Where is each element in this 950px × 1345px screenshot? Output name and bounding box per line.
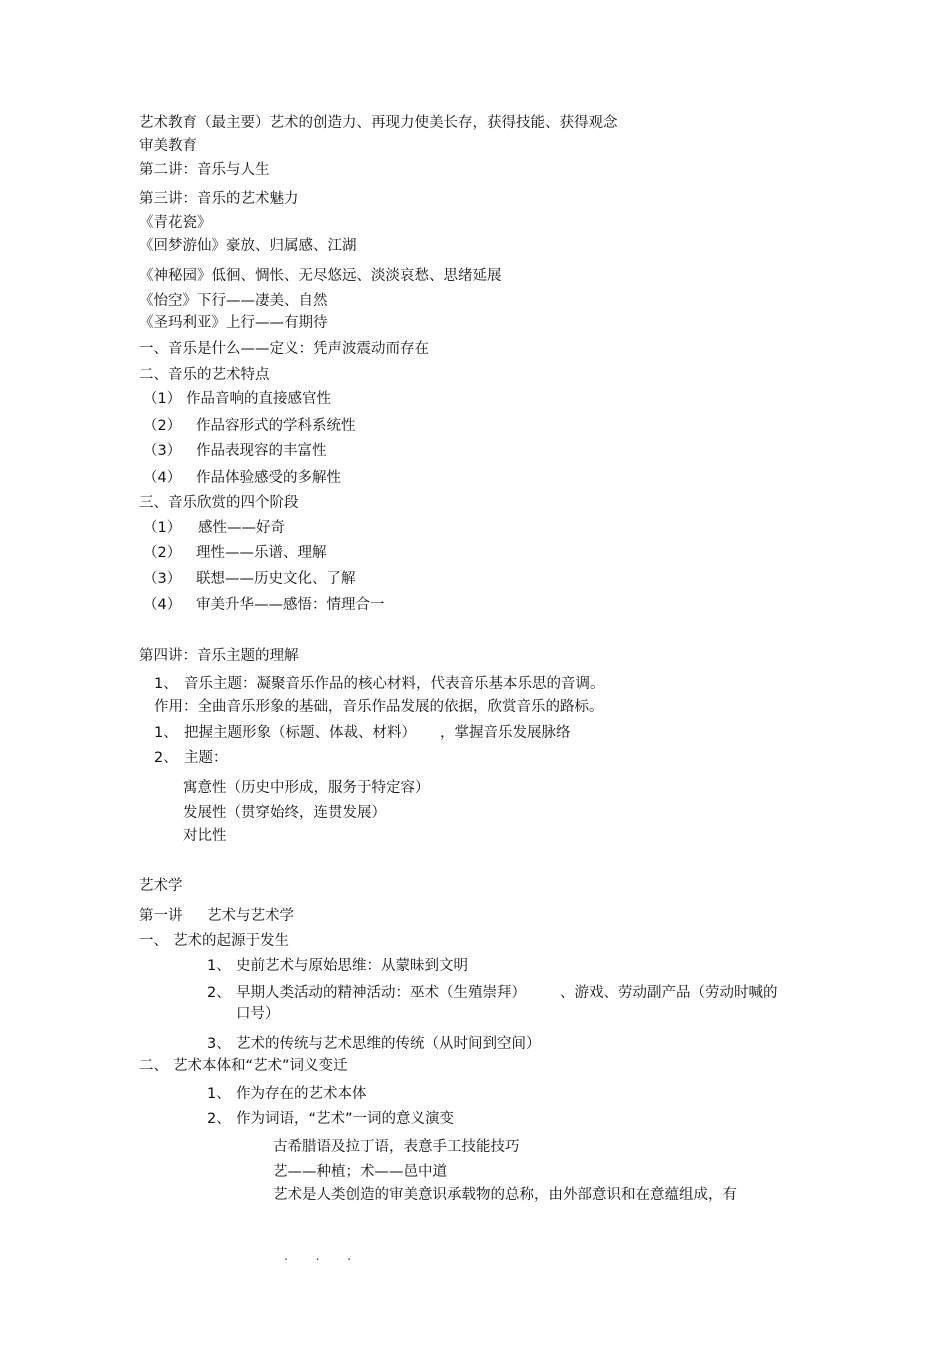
text-line: 口号）: [236, 1006, 280, 1022]
list-marker: （4）: [143, 470, 182, 486]
text-line: 艺术教育（最主要）艺术的创造力、再现力使美长存，获得技能、获得观念: [139, 115, 618, 131]
list-marker: 1、: [154, 725, 178, 741]
page-footer-dots: . . .: [284, 1249, 364, 1263]
list-marker: （4）: [143, 597, 182, 613]
text-line: 审美教育: [139, 138, 197, 154]
text-line: 作品体验感受的多解性: [196, 470, 341, 486]
list-marker: （1）: [143, 391, 182, 407]
section-heading: 艺术学: [139, 878, 183, 894]
text-line: 艺术与艺术学: [207, 908, 294, 924]
text-line: 对比性: [183, 828, 227, 844]
text-line: 艺术本体和“艺术”词义变迁: [173, 1058, 348, 1074]
list-marker: 二、: [139, 1058, 168, 1074]
list-marker: （3）: [143, 443, 182, 459]
text-line: 第四讲：音乐主题的理解: [139, 648, 299, 664]
text-line: 音乐主题：凝聚音乐作品的核心材料，代表音乐基本乐思的音调。: [184, 676, 605, 692]
text-line: 三、音乐欣赏的四个阶段: [139, 495, 299, 511]
text-line: 联想——历史文化、了解: [196, 571, 356, 587]
text-line: 理性——乐谱、理解: [196, 545, 327, 561]
text-line: 作品容形式的学科系统性: [196, 418, 356, 434]
text-line: 作品表现容的丰富性: [196, 443, 327, 459]
text-line: 审美升华——感悟：情理合一: [196, 597, 385, 613]
text-line: 《圣玛利亚》上行——有期待: [139, 315, 328, 331]
list-marker: （2）: [143, 418, 182, 434]
text-line: 第一讲: [139, 908, 183, 924]
list-marker: 1、: [207, 958, 231, 974]
text-line: 早期人类活动的精神活动：巫术（生殖崇拜）: [236, 985, 526, 1001]
text-line: 感性——好奇: [198, 520, 285, 536]
text-line: 二、音乐的艺术特点: [139, 367, 270, 383]
text-line: 作为存在的艺术本体: [236, 1086, 367, 1102]
list-marker: 一、: [139, 933, 168, 949]
text-line: 艺术的传统与艺术思维的传统（从时间到空间）: [236, 1036, 541, 1052]
text-line: 发展性（贯穿始终，连贯发展）: [183, 805, 386, 821]
list-marker: 3、: [207, 1036, 231, 1052]
text-line: 寓意性（历史中形成，服务于特定容）: [183, 780, 430, 796]
text-line: 一、音乐是什么——定义：凭声波震动而存在: [139, 341, 429, 357]
list-marker: （1）: [143, 520, 182, 536]
text-line: ，掌握音乐发展脉络: [440, 725, 571, 741]
text-line: 艺——种植；术——邑中道: [273, 1164, 447, 1180]
text-line: 把握主题形象（标题、体裁、材料）: [184, 725, 416, 741]
text-line: 作为词语，“艺术”一词的意义演变: [236, 1111, 455, 1127]
list-marker: 1、: [207, 1086, 231, 1102]
text-line: 古希腊语及拉丁语，表意手工技能技巧: [273, 1139, 520, 1155]
list-marker: 1、: [154, 676, 178, 692]
text-line: 艺术的起源于发生: [173, 933, 289, 949]
list-marker: 2、: [154, 750, 178, 766]
list-marker: 2、: [207, 985, 231, 1001]
text-line: 作品音响的直接感官性: [186, 391, 331, 407]
text-line: 第三讲：音乐的艺术魅力: [139, 191, 299, 207]
text-line: 史前艺术与原始思维：从蒙昧到文明: [236, 958, 468, 974]
list-marker: 2、: [207, 1111, 231, 1127]
list-marker: （3）: [143, 571, 182, 587]
text-line: 、游戏、劳动副产品（劳动时喊的: [560, 985, 778, 1001]
text-line: 《回梦游仙》豪放、归属感、江湖: [139, 238, 357, 254]
text-line: 作用：全曲音乐形象的基础，音乐作品发展的依据，欣赏音乐的路标。: [154, 699, 604, 715]
list-marker: （2）: [143, 545, 182, 561]
text-line: 主题：: [184, 750, 228, 766]
text-line: 《青花瓷》: [139, 215, 212, 231]
text-line: 第二讲：音乐与人生: [139, 162, 270, 178]
text-line: 《神秘园》低徊、惆怅、无尽悠远、淡淡哀愁、思绪延展: [139, 268, 502, 284]
text-line: 艺术是人类创造的审美意识承载物的总称，由外部意识和在意蕴组成，有: [273, 1187, 737, 1203]
text-line: 《怡空》下行——凄美、自然: [139, 293, 328, 309]
